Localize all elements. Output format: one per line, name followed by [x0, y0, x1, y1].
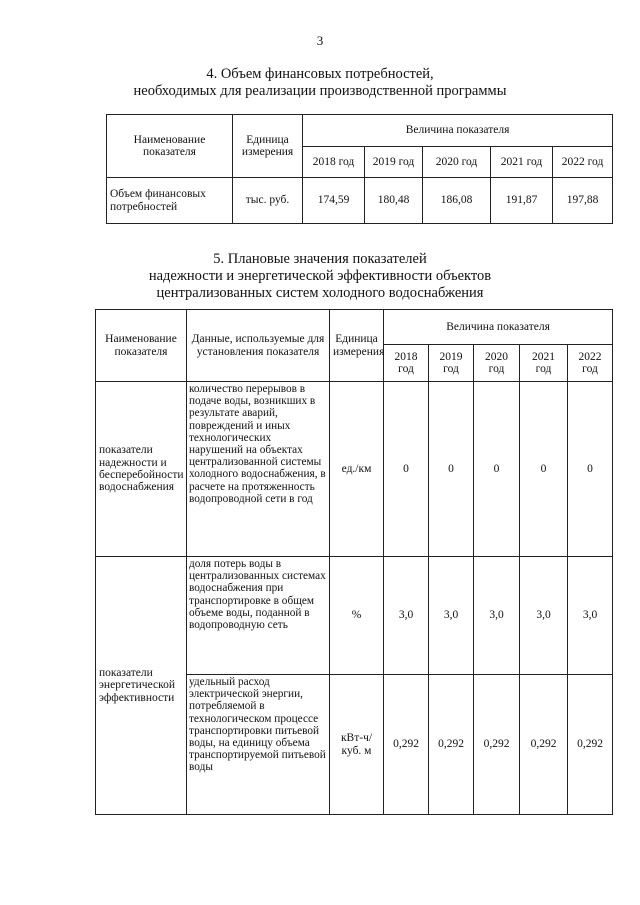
indicator-value: 0: [429, 382, 474, 557]
page-number: 3: [316, 33, 324, 48]
row-value: 191,87: [491, 178, 553, 224]
section5-title: [0, 251, 640, 302]
header-year: 2020 год: [474, 345, 520, 382]
indicator-unit: ед./км: [330, 382, 384, 557]
indicator-value: 3,0: [568, 557, 613, 675]
row-name: Объем финансовых потребностей: [107, 178, 233, 224]
indicator-unit: %: [330, 557, 384, 675]
indicator-value: 3,0: [520, 557, 568, 675]
header-year: 2022 год: [568, 345, 613, 382]
indicator-value: 0: [520, 382, 568, 557]
indicator-data: количество перерывов в подаче воды, возникших в результате аварий, повреждений и иных технологических нарушений на объектах централизованной системы холодного водоснабжения, в расчете на протяженность водопроводной сети в год: [187, 382, 330, 557]
indicator-value: 0: [474, 382, 520, 557]
indicator-value: 3,0: [474, 557, 520, 675]
indicator-value: 3,0: [384, 557, 429, 675]
header-year: 2019 год: [429, 345, 474, 382]
table-row: [107, 178, 613, 224]
indicator-value: 3,0: [429, 557, 474, 675]
header-name: Наименование показателя: [107, 115, 233, 178]
indicator-value: 0: [568, 382, 613, 557]
section4-title-line2: необходимых для реализации производственной программы: [133, 83, 507, 99]
indicator-value: 0,292: [520, 675, 568, 815]
header-data: Данные, используемые для установления показателя: [187, 310, 330, 382]
indicator-value: 0,292: [384, 675, 429, 815]
section4-title: [0, 66, 640, 100]
row-value: 186,08: [423, 178, 491, 224]
row-value: 180,48: [365, 178, 423, 224]
indicator-data: доля потерь воды в централизованных системах водоснабжения при транспортировке в общем объеме воды, поданной в водопроводную сеть: [187, 557, 330, 675]
indicators-table: [95, 309, 613, 815]
indicator-data: удельный расход электрической энергии, потребляемой в технологическом процессе транспортировки питьевой воды, на единицу объема транспортируемой питьевой воды: [187, 675, 330, 815]
header-year: 2018 год: [303, 147, 365, 178]
section5-title-line1: 5. Плановые значения показателей: [213, 251, 427, 267]
section5-title-line2: надежности и энергетической эффективности объектов: [148, 268, 492, 284]
header-name: Наименование показателя: [96, 310, 187, 382]
row-value: 197,88: [553, 178, 613, 224]
row-unit: тыс. руб.: [233, 178, 303, 224]
indicator-value: 0: [384, 382, 429, 557]
indicator-unit: кВт-ч/ куб. м: [330, 675, 384, 815]
header-year: 2018 год: [384, 345, 429, 382]
header-unit: Единица измерения: [330, 310, 384, 382]
header-value: Величина показателя: [384, 310, 613, 345]
indicator-value: 0,292: [474, 675, 520, 815]
row-value: 174,59: [303, 178, 365, 224]
section4-title-line1: 4. Объем финансовых потребностей,: [206, 66, 434, 82]
table-row: [96, 382, 613, 557]
header-year: 2021 год: [491, 147, 553, 178]
header-value: Величина показателя: [303, 115, 613, 147]
header-unit: Единица измерения: [233, 115, 303, 178]
header-year: 2022 год: [553, 147, 613, 178]
header-year: 2019 год: [365, 147, 423, 178]
section5-title-line3: централизованных систем холодного водоснабжения: [156, 285, 484, 301]
header-year: 2020 год: [423, 147, 491, 178]
header-year: 2021 год: [520, 345, 568, 382]
group-name: показатели энергетической эффективности: [96, 557, 187, 815]
indicator-value: 0,292: [568, 675, 613, 815]
table-row: [96, 557, 613, 675]
indicator-value: 0,292: [429, 675, 474, 815]
financial-needs-table: [106, 114, 613, 224]
group-name: показатели надежности и бесперебойности водоснабжения: [96, 382, 187, 557]
